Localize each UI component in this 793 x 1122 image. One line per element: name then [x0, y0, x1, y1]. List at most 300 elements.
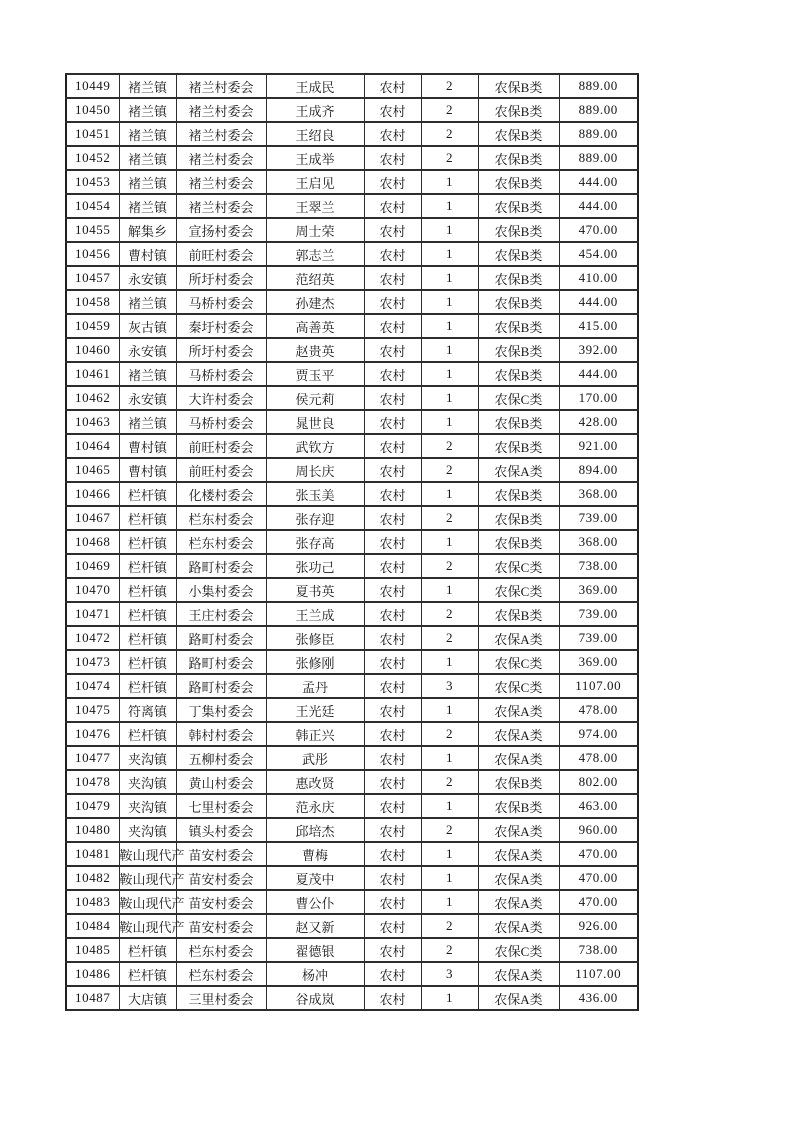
cell-village-committee: 栏东村委会 [176, 530, 266, 554]
cell-amount: 368.00 [559, 530, 638, 554]
cell-village-committee: 宣扬村委会 [176, 218, 266, 242]
cell-insurance-category: 农保B类 [478, 242, 559, 266]
cell-household-type: 农村 [364, 794, 421, 818]
cell-serial-number: 10462 [66, 386, 119, 410]
cell-amount: 368.00 [559, 482, 638, 506]
cell-insurance-category: 农保A类 [478, 746, 559, 770]
cell-household-type: 农村 [364, 482, 421, 506]
cell-person-count: 2 [421, 626, 478, 650]
cell-person-count: 2 [421, 554, 478, 578]
cell-village-committee: 前旺村委会 [176, 242, 266, 266]
table-row [66, 386, 638, 410]
cell-village-committee: 褚兰村委会 [176, 170, 266, 194]
cell-serial-number: 10478 [66, 770, 119, 794]
cell-household-type: 农村 [364, 866, 421, 890]
cell-household-type: 农村 [364, 578, 421, 602]
document-page-table-area [65, 73, 639, 1011]
cell-town: 栏杆镇 [119, 602, 176, 626]
table-row [66, 458, 638, 482]
cell-village-committee: 栏东村委会 [176, 506, 266, 530]
cell-person-count: 2 [421, 770, 478, 794]
cell-town: 鞍山现代产 [119, 914, 176, 938]
cell-amount: 894.00 [559, 458, 638, 482]
cell-person-name: 晁世良 [266, 410, 364, 434]
cell-person-name: 贾玉平 [266, 362, 364, 386]
cell-insurance-category: 农保A类 [478, 818, 559, 842]
cell-village-committee: 苗安村委会 [176, 890, 266, 914]
cell-town: 栏杆镇 [119, 650, 176, 674]
cell-person-count: 1 [421, 794, 478, 818]
cell-household-type: 农村 [364, 146, 421, 170]
cell-person-name: 王兰成 [266, 602, 364, 626]
cell-insurance-category: 农保B类 [478, 170, 559, 194]
cell-serial-number: 10459 [66, 314, 119, 338]
cell-household-type: 农村 [364, 770, 421, 794]
cell-person-count: 1 [421, 218, 478, 242]
cell-person-count: 1 [421, 194, 478, 218]
cell-amount: 739.00 [559, 626, 638, 650]
cell-insurance-category: 农保B类 [478, 218, 559, 242]
cell-town: 褚兰镇 [119, 194, 176, 218]
cell-town: 鞍山现代产 [119, 866, 176, 890]
cell-town: 褚兰镇 [119, 170, 176, 194]
cell-serial-number: 10470 [66, 578, 119, 602]
table-row [66, 410, 638, 434]
cell-insurance-category: 农保A类 [478, 914, 559, 938]
cell-insurance-category: 农保B类 [478, 314, 559, 338]
cell-household-type: 农村 [364, 362, 421, 386]
cell-insurance-category: 农保C类 [478, 578, 559, 602]
cell-village-committee: 秦圩村委会 [176, 314, 266, 338]
table-row [66, 890, 638, 914]
cell-person-name: 曹梅 [266, 842, 364, 866]
cell-serial-number: 10486 [66, 962, 119, 986]
cell-person-count: 1 [421, 290, 478, 314]
table-row [66, 650, 638, 674]
cell-person-name: 王成齐 [266, 98, 364, 122]
cell-village-committee: 所圩村委会 [176, 338, 266, 362]
table-row [66, 746, 638, 770]
cell-person-count: 2 [421, 602, 478, 626]
cell-village-committee: 丁集村委会 [176, 698, 266, 722]
cell-serial-number: 10452 [66, 146, 119, 170]
cell-person-count: 1 [421, 362, 478, 386]
cell-household-type: 农村 [364, 938, 421, 962]
cell-household-type: 农村 [364, 506, 421, 530]
cell-person-count: 1 [421, 890, 478, 914]
cell-amount: 478.00 [559, 698, 638, 722]
cell-person-count: 1 [421, 410, 478, 434]
table-row [66, 818, 638, 842]
cell-insurance-category: 农保B类 [478, 194, 559, 218]
cell-person-count: 1 [421, 866, 478, 890]
cell-town: 大店镇 [119, 986, 176, 1010]
table-row [66, 842, 638, 866]
cell-town: 永安镇 [119, 338, 176, 362]
cell-amount: 960.00 [559, 818, 638, 842]
cell-person-count: 3 [421, 674, 478, 698]
cell-amount: 739.00 [559, 602, 638, 626]
cell-person-name: 张玉美 [266, 482, 364, 506]
cell-person-name: 王翠兰 [266, 194, 364, 218]
cell-household-type: 农村 [364, 914, 421, 938]
cell-village-committee: 褚兰村委会 [176, 146, 266, 170]
cell-village-committee: 马桥村委会 [176, 362, 266, 386]
cell-insurance-category: 农保C类 [478, 938, 559, 962]
cell-household-type: 农村 [364, 626, 421, 650]
cell-person-count: 1 [421, 578, 478, 602]
table-row [66, 866, 638, 890]
cell-insurance-category: 农保B类 [478, 362, 559, 386]
cell-serial-number: 10457 [66, 266, 119, 290]
cell-person-count: 1 [421, 338, 478, 362]
cell-person-name: 王绍良 [266, 122, 364, 146]
cell-village-committee: 前旺村委会 [176, 458, 266, 482]
cell-village-committee: 褚兰村委会 [176, 122, 266, 146]
cell-serial-number: 10472 [66, 626, 119, 650]
cell-serial-number: 10468 [66, 530, 119, 554]
cell-amount: 369.00 [559, 578, 638, 602]
cell-person-count: 1 [421, 986, 478, 1010]
table-row [66, 314, 638, 338]
cell-insurance-category: 农保B类 [478, 266, 559, 290]
cell-insurance-category: 农保B类 [478, 410, 559, 434]
cell-household-type: 农村 [364, 962, 421, 986]
cell-person-count: 2 [421, 98, 478, 122]
cell-town: 夹沟镇 [119, 746, 176, 770]
cell-amount: 974.00 [559, 722, 638, 746]
cell-household-type: 农村 [364, 218, 421, 242]
cell-serial-number: 10485 [66, 938, 119, 962]
cell-household-type: 农村 [364, 242, 421, 266]
cell-insurance-category: 农保A类 [478, 626, 559, 650]
cell-person-count: 1 [421, 842, 478, 866]
table-row [66, 362, 638, 386]
cell-person-count: 1 [421, 170, 478, 194]
cell-town: 栏杆镇 [119, 626, 176, 650]
cell-town: 曹村镇 [119, 242, 176, 266]
cell-village-committee: 苗安村委会 [176, 842, 266, 866]
cell-household-type: 农村 [364, 674, 421, 698]
table-row [66, 290, 638, 314]
cell-household-type: 农村 [364, 434, 421, 458]
cell-person-count: 3 [421, 962, 478, 986]
cell-village-committee: 大许村委会 [176, 386, 266, 410]
cell-person-name: 翟德银 [266, 938, 364, 962]
cell-town: 栏杆镇 [119, 482, 176, 506]
cell-serial-number: 10451 [66, 122, 119, 146]
cell-serial-number: 10475 [66, 698, 119, 722]
cell-person-name: 范永庆 [266, 794, 364, 818]
cell-insurance-category: 农保B类 [478, 98, 559, 122]
cell-insurance-category: 农保A类 [478, 866, 559, 890]
cell-town: 鞍山现代产 [119, 842, 176, 866]
cell-insurance-category: 农保B类 [478, 74, 559, 98]
cell-insurance-category: 农保C类 [478, 554, 559, 578]
cell-person-name: 孙建杰 [266, 290, 364, 314]
cell-person-name: 武彤 [266, 746, 364, 770]
cell-insurance-category: 农保A类 [478, 890, 559, 914]
cell-amount: 444.00 [559, 170, 638, 194]
cell-household-type: 农村 [364, 530, 421, 554]
cell-amount: 470.00 [559, 890, 638, 914]
cell-amount: 470.00 [559, 866, 638, 890]
table-row [66, 986, 638, 1010]
cell-serial-number: 10449 [66, 74, 119, 98]
cell-town: 栏杆镇 [119, 938, 176, 962]
cell-village-committee: 马桥村委会 [176, 290, 266, 314]
cell-amount: 1107.00 [559, 674, 638, 698]
cell-village-committee: 路町村委会 [176, 650, 266, 674]
cell-person-name: 惠改贤 [266, 770, 364, 794]
cell-amount: 454.00 [559, 242, 638, 266]
cell-town: 褚兰镇 [119, 146, 176, 170]
cell-person-name: 武钦方 [266, 434, 364, 458]
cell-insurance-category: 农保A类 [478, 722, 559, 746]
cell-household-type: 农村 [364, 650, 421, 674]
table-row [66, 482, 638, 506]
cell-serial-number: 10477 [66, 746, 119, 770]
cell-village-committee: 苗安村委会 [176, 866, 266, 890]
cell-town: 栏杆镇 [119, 962, 176, 986]
table-row [66, 146, 638, 170]
table-row [66, 338, 638, 362]
cell-person-count: 2 [421, 938, 478, 962]
cell-insurance-category: 农保C类 [478, 650, 559, 674]
cell-person-name: 孟丹 [266, 674, 364, 698]
cell-person-name: 曹公仆 [266, 890, 364, 914]
cell-village-committee: 五柳村委会 [176, 746, 266, 770]
cell-insurance-category: 农保B类 [478, 530, 559, 554]
cell-village-committee: 镇头村委会 [176, 818, 266, 842]
cell-serial-number: 10456 [66, 242, 119, 266]
table-row [66, 578, 638, 602]
table-row [66, 602, 638, 626]
cell-amount: 170.00 [559, 386, 638, 410]
cell-serial-number: 10476 [66, 722, 119, 746]
cell-serial-number: 10458 [66, 290, 119, 314]
cell-town: 夹沟镇 [119, 818, 176, 842]
cell-town: 栏杆镇 [119, 578, 176, 602]
cell-person-name: 夏茂中 [266, 866, 364, 890]
cell-town: 褚兰镇 [119, 410, 176, 434]
cell-person-count: 1 [421, 530, 478, 554]
cell-person-count: 2 [421, 506, 478, 530]
cell-household-type: 农村 [364, 746, 421, 770]
table-row [66, 122, 638, 146]
cell-village-committee: 褚兰村委会 [176, 74, 266, 98]
table-row [66, 506, 638, 530]
cell-person-count: 2 [421, 818, 478, 842]
cell-person-name: 王启见 [266, 170, 364, 194]
table-row [66, 74, 638, 98]
cell-person-count: 2 [421, 722, 478, 746]
table-row [66, 626, 638, 650]
cell-person-count: 2 [421, 458, 478, 482]
cell-serial-number: 10450 [66, 98, 119, 122]
cell-household-type: 农村 [364, 170, 421, 194]
cell-town: 曹村镇 [119, 434, 176, 458]
cell-amount: 392.00 [559, 338, 638, 362]
cell-person-count: 1 [421, 386, 478, 410]
table-row [66, 242, 638, 266]
cell-insurance-category: 农保B类 [478, 434, 559, 458]
cell-amount: 738.00 [559, 554, 638, 578]
cell-household-type: 农村 [364, 122, 421, 146]
cell-amount: 444.00 [559, 194, 638, 218]
cell-village-committee: 黄山村委会 [176, 770, 266, 794]
cell-serial-number: 10463 [66, 410, 119, 434]
cell-town: 褚兰镇 [119, 98, 176, 122]
cell-amount: 410.00 [559, 266, 638, 290]
table-row [66, 194, 638, 218]
cell-amount: 1107.00 [559, 962, 638, 986]
cell-serial-number: 10482 [66, 866, 119, 890]
cell-insurance-category: 农保B类 [478, 506, 559, 530]
cell-serial-number: 10487 [66, 986, 119, 1010]
cell-serial-number: 10453 [66, 170, 119, 194]
cell-person-count: 2 [421, 146, 478, 170]
cell-household-type: 农村 [364, 98, 421, 122]
cell-household-type: 农村 [364, 314, 421, 338]
cell-household-type: 农村 [364, 290, 421, 314]
cell-serial-number: 10481 [66, 842, 119, 866]
table-row [66, 914, 638, 938]
cell-village-committee: 三里村委会 [176, 986, 266, 1010]
cell-serial-number: 10467 [66, 506, 119, 530]
cell-household-type: 农村 [364, 602, 421, 626]
cell-town: 褚兰镇 [119, 290, 176, 314]
cell-serial-number: 10484 [66, 914, 119, 938]
cell-serial-number: 10461 [66, 362, 119, 386]
cell-household-type: 农村 [364, 842, 421, 866]
cell-village-committee: 韩村村委会 [176, 722, 266, 746]
cell-person-name: 张存高 [266, 530, 364, 554]
cell-village-committee: 褚兰村委会 [176, 98, 266, 122]
cell-household-type: 农村 [364, 338, 421, 362]
cell-town: 栏杆镇 [119, 722, 176, 746]
cell-household-type: 农村 [364, 698, 421, 722]
cell-insurance-category: 农保B类 [478, 602, 559, 626]
cell-serial-number: 10460 [66, 338, 119, 362]
cell-insurance-category: 农保B类 [478, 794, 559, 818]
cell-town: 永安镇 [119, 266, 176, 290]
table-row [66, 98, 638, 122]
table-row [66, 170, 638, 194]
cell-amount: 889.00 [559, 122, 638, 146]
cell-town: 栏杆镇 [119, 530, 176, 554]
cell-insurance-category: 农保B类 [478, 122, 559, 146]
table-row [66, 554, 638, 578]
cell-person-count: 2 [421, 434, 478, 458]
cell-person-name: 周长庆 [266, 458, 364, 482]
cell-amount: 738.00 [559, 938, 638, 962]
cell-village-committee: 七里村委会 [176, 794, 266, 818]
cell-person-name: 谷成岚 [266, 986, 364, 1010]
cell-household-type: 农村 [364, 986, 421, 1010]
cell-amount: 478.00 [559, 746, 638, 770]
cell-village-committee: 所圩村委会 [176, 266, 266, 290]
table-row [66, 674, 638, 698]
cell-insurance-category: 农保B类 [478, 338, 559, 362]
cell-insurance-category: 农保C类 [478, 386, 559, 410]
table-row [66, 962, 638, 986]
cell-village-committee: 路町村委会 [176, 554, 266, 578]
cell-town: 夹沟镇 [119, 794, 176, 818]
cell-serial-number: 10479 [66, 794, 119, 818]
cell-amount: 444.00 [559, 362, 638, 386]
cell-household-type: 农村 [364, 554, 421, 578]
cell-insurance-category: 农保A类 [478, 698, 559, 722]
cell-person-count: 2 [421, 122, 478, 146]
cell-amount: 428.00 [559, 410, 638, 434]
cell-amount: 802.00 [559, 770, 638, 794]
cell-household-type: 农村 [364, 194, 421, 218]
cell-household-type: 农村 [364, 74, 421, 98]
cell-serial-number: 10474 [66, 674, 119, 698]
cell-amount: 470.00 [559, 218, 638, 242]
cell-person-count: 1 [421, 266, 478, 290]
cell-amount: 470.00 [559, 842, 638, 866]
table-row [66, 698, 638, 722]
cell-town: 栏杆镇 [119, 674, 176, 698]
cell-village-committee: 路町村委会 [176, 674, 266, 698]
cell-person-name: 张修臣 [266, 626, 364, 650]
table-row [66, 794, 638, 818]
cell-amount: 444.00 [559, 290, 638, 314]
cell-person-name: 王光廷 [266, 698, 364, 722]
cell-serial-number: 10464 [66, 434, 119, 458]
cell-town: 永安镇 [119, 386, 176, 410]
cell-insurance-category: 农保B类 [478, 770, 559, 794]
cell-person-name: 王成民 [266, 74, 364, 98]
cell-village-committee: 化楼村委会 [176, 482, 266, 506]
cell-household-type: 农村 [364, 890, 421, 914]
cell-town: 曹村镇 [119, 458, 176, 482]
cell-village-committee: 苗安村委会 [176, 914, 266, 938]
cell-person-name: 赵贵英 [266, 338, 364, 362]
cell-serial-number: 10471 [66, 602, 119, 626]
cell-household-type: 农村 [364, 266, 421, 290]
cell-village-committee: 栏东村委会 [176, 938, 266, 962]
cell-amount: 889.00 [559, 146, 638, 170]
cell-amount: 889.00 [559, 74, 638, 98]
cell-village-committee: 小集村委会 [176, 578, 266, 602]
cell-amount: 739.00 [559, 506, 638, 530]
cell-person-count: 1 [421, 650, 478, 674]
table-row [66, 530, 638, 554]
cell-serial-number: 10480 [66, 818, 119, 842]
cell-serial-number: 10483 [66, 890, 119, 914]
cell-village-committee: 王庄村委会 [176, 602, 266, 626]
cell-town: 褚兰镇 [119, 362, 176, 386]
table-row [66, 218, 638, 242]
cell-person-name: 周士荣 [266, 218, 364, 242]
cell-person-name: 张功己 [266, 554, 364, 578]
cell-person-name: 郭志兰 [266, 242, 364, 266]
cell-person-name: 韩正兴 [266, 722, 364, 746]
insurance-payment-table [65, 73, 639, 1011]
cell-town: 栏杆镇 [119, 506, 176, 530]
table-row [66, 434, 638, 458]
cell-person-name: 王成举 [266, 146, 364, 170]
cell-amount: 369.00 [559, 650, 638, 674]
cell-town: 灰古镇 [119, 314, 176, 338]
cell-serial-number: 10469 [66, 554, 119, 578]
cell-amount: 415.00 [559, 314, 638, 338]
cell-insurance-category: 农保A类 [478, 962, 559, 986]
cell-household-type: 农村 [364, 458, 421, 482]
